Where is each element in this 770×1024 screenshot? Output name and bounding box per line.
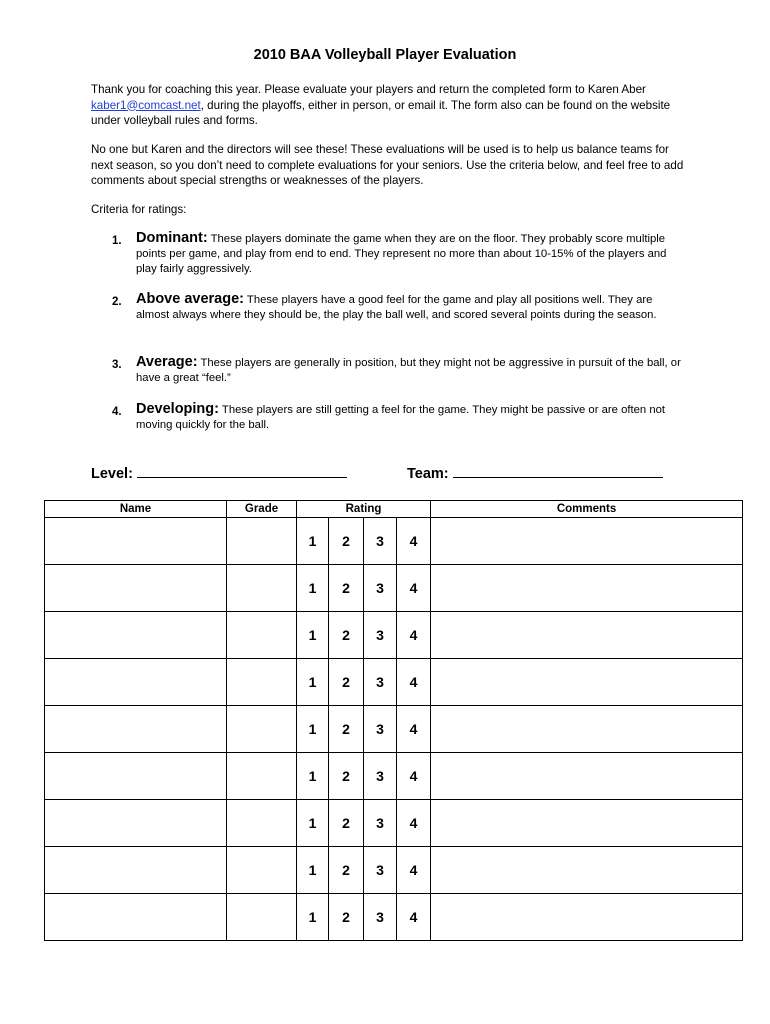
table-row bbox=[45, 847, 743, 894]
grade-cell[interactable] bbox=[227, 894, 297, 941]
player-evaluation-table bbox=[44, 500, 743, 941]
name-cell[interactable] bbox=[45, 753, 227, 800]
comments-cell[interactable] bbox=[431, 894, 743, 941]
criterion-average bbox=[112, 355, 682, 386]
grade-cell[interactable] bbox=[227, 612, 297, 659]
table-row bbox=[45, 800, 743, 847]
name-cell[interactable] bbox=[45, 706, 227, 753]
comments-cell[interactable] bbox=[431, 706, 743, 753]
criterion-number: 4. bbox=[112, 406, 122, 418]
table-row bbox=[45, 612, 743, 659]
rating-option-4[interactable]: 4 bbox=[397, 753, 431, 800]
rating-option-3[interactable]: 3 bbox=[364, 565, 397, 612]
intro-text-1: Thank you for coaching this year. Please evaluate your players and return the completed form to Karen Aber bbox=[91, 83, 646, 96]
rating-option-1[interactable]: 1 bbox=[297, 612, 329, 659]
name-cell[interactable] bbox=[45, 894, 227, 941]
email-link[interactable]: kaber1@comcast.net bbox=[91, 98, 201, 112]
rating-option-4[interactable]: 4 bbox=[397, 659, 431, 706]
rating-option-1[interactable]: 1 bbox=[297, 847, 329, 894]
team-input-line[interactable] bbox=[453, 465, 663, 478]
criterion-text: These players have a good feel for the game and play all positions well. They are almost always where they should be, the play the ball well, and scored several points during the season. bbox=[136, 294, 657, 321]
table-header-row bbox=[45, 501, 743, 518]
comments-cell[interactable] bbox=[431, 847, 743, 894]
table-row bbox=[45, 753, 743, 800]
intro-paragraph bbox=[91, 82, 691, 129]
grade-cell[interactable] bbox=[227, 706, 297, 753]
rating-option-2[interactable]: 2 bbox=[329, 518, 364, 565]
rating-option-3[interactable]: 3 bbox=[364, 518, 397, 565]
comments-cell[interactable] bbox=[431, 753, 743, 800]
criterion-number: 3. bbox=[112, 359, 122, 371]
rating-option-2[interactable]: 2 bbox=[329, 659, 364, 706]
criterion-text: These players dominate the game when they are on the floor. They probably score multiple points per game, and play from end to end. They represent no more than about 10-15% of the players and play fairly aggressively. bbox=[136, 233, 667, 275]
name-cell[interactable] bbox=[45, 612, 227, 659]
rating-option-4[interactable]: 4 bbox=[397, 706, 431, 753]
name-cell[interactable] bbox=[45, 518, 227, 565]
grade-cell[interactable] bbox=[227, 847, 297, 894]
rating-option-1[interactable]: 1 bbox=[297, 800, 329, 847]
comments-cell[interactable] bbox=[431, 565, 743, 612]
grade-cell[interactable] bbox=[227, 565, 297, 612]
comments-cell[interactable] bbox=[431, 800, 743, 847]
rating-option-4[interactable]: 4 bbox=[397, 800, 431, 847]
table-row bbox=[45, 706, 743, 753]
rating-option-3[interactable]: 3 bbox=[364, 753, 397, 800]
header-grade: Grade bbox=[227, 501, 297, 518]
privacy-note: No one but Karen and the directors will see these! These evaluations will be used is to help us balance teams for next season, so you don’t need to complete evaluations for your seniors. Use the criteria below, and feel free to add comments about special strengths or weaknesses of the players. bbox=[91, 143, 684, 187]
rating-option-3[interactable]: 3 bbox=[364, 659, 397, 706]
team-field bbox=[407, 465, 663, 482]
rating-option-2[interactable]: 2 bbox=[329, 753, 364, 800]
rating-option-4[interactable]: 4 bbox=[397, 847, 431, 894]
name-cell[interactable] bbox=[45, 659, 227, 706]
rating-option-4[interactable]: 4 bbox=[397, 612, 431, 659]
criterion-name: Average: bbox=[136, 354, 198, 370]
comments-cell[interactable] bbox=[431, 659, 743, 706]
rating-option-1[interactable]: 1 bbox=[297, 894, 329, 941]
level-input-line[interactable] bbox=[137, 465, 347, 478]
criteria-label: Criteria for ratings: bbox=[91, 203, 187, 216]
table-row bbox=[45, 565, 743, 612]
rating-option-2[interactable]: 2 bbox=[329, 612, 364, 659]
rating-option-3[interactable]: 3 bbox=[364, 847, 397, 894]
criterion-name: Dominant: bbox=[136, 230, 208, 246]
rating-option-2[interactable]: 2 bbox=[329, 800, 364, 847]
criterion-name: Above average: bbox=[136, 291, 244, 307]
rating-option-1[interactable]: 1 bbox=[297, 565, 329, 612]
rating-option-3[interactable]: 3 bbox=[364, 706, 397, 753]
criterion-text: These players are still getting a feel for the game. They might be passive or are often not moving quickly for the ball. bbox=[136, 404, 666, 431]
table-body bbox=[45, 518, 743, 941]
rating-option-2[interactable]: 2 bbox=[329, 565, 364, 612]
rating-option-1[interactable]: 1 bbox=[297, 753, 329, 800]
name-cell[interactable] bbox=[45, 565, 227, 612]
criterion-name: Developing: bbox=[136, 401, 219, 417]
comments-cell[interactable] bbox=[431, 612, 743, 659]
page-title: 2010 BAA Volleyball Player Evaluation bbox=[253, 47, 517, 63]
rating-option-1[interactable]: 1 bbox=[297, 518, 329, 565]
rating-option-1[interactable]: 1 bbox=[297, 659, 329, 706]
header-name: Name bbox=[45, 501, 227, 518]
criterion-dominant bbox=[112, 231, 682, 277]
level-label: Level: bbox=[91, 466, 133, 482]
grade-cell[interactable] bbox=[227, 659, 297, 706]
header-rating: Rating bbox=[297, 501, 431, 518]
comments-cell[interactable] bbox=[431, 518, 743, 565]
rating-option-2[interactable]: 2 bbox=[329, 847, 364, 894]
table-row bbox=[45, 894, 743, 941]
criterion-above-average bbox=[112, 292, 682, 323]
grade-cell[interactable] bbox=[227, 800, 297, 847]
rating-option-4[interactable]: 4 bbox=[397, 565, 431, 612]
rating-option-1[interactable]: 1 bbox=[297, 706, 329, 753]
criterion-developing bbox=[112, 402, 682, 433]
rating-option-4[interactable]: 4 bbox=[397, 518, 431, 565]
rating-option-3[interactable]: 3 bbox=[364, 800, 397, 847]
header-comments: Comments bbox=[431, 501, 743, 518]
criterion-number: 1. bbox=[112, 235, 122, 247]
intro-text-2: , during the playoffs, either in person, or email it. The form also can be found on the website under volleyball rules and forms. bbox=[91, 98, 671, 127]
criterion-text: These players are generally in position, but they might not be aggressive in pursuit of the ball, or have a great “feel.” bbox=[136, 357, 681, 384]
rating-option-2[interactable]: 2 bbox=[329, 894, 364, 941]
name-cell[interactable] bbox=[45, 847, 227, 894]
rating-option-2[interactable]: 2 bbox=[329, 706, 364, 753]
team-label: Team: bbox=[407, 466, 449, 482]
level-field bbox=[91, 465, 347, 482]
rating-option-3[interactable]: 3 bbox=[364, 612, 397, 659]
name-cell[interactable] bbox=[45, 800, 227, 847]
table-row bbox=[45, 518, 743, 565]
criterion-number: 2. bbox=[112, 296, 122, 308]
grade-cell[interactable] bbox=[227, 753, 297, 800]
table-row bbox=[45, 659, 743, 706]
rating-option-3[interactable]: 3 bbox=[364, 894, 397, 941]
grade-cell[interactable] bbox=[227, 518, 297, 565]
rating-option-4[interactable]: 4 bbox=[397, 894, 431, 941]
